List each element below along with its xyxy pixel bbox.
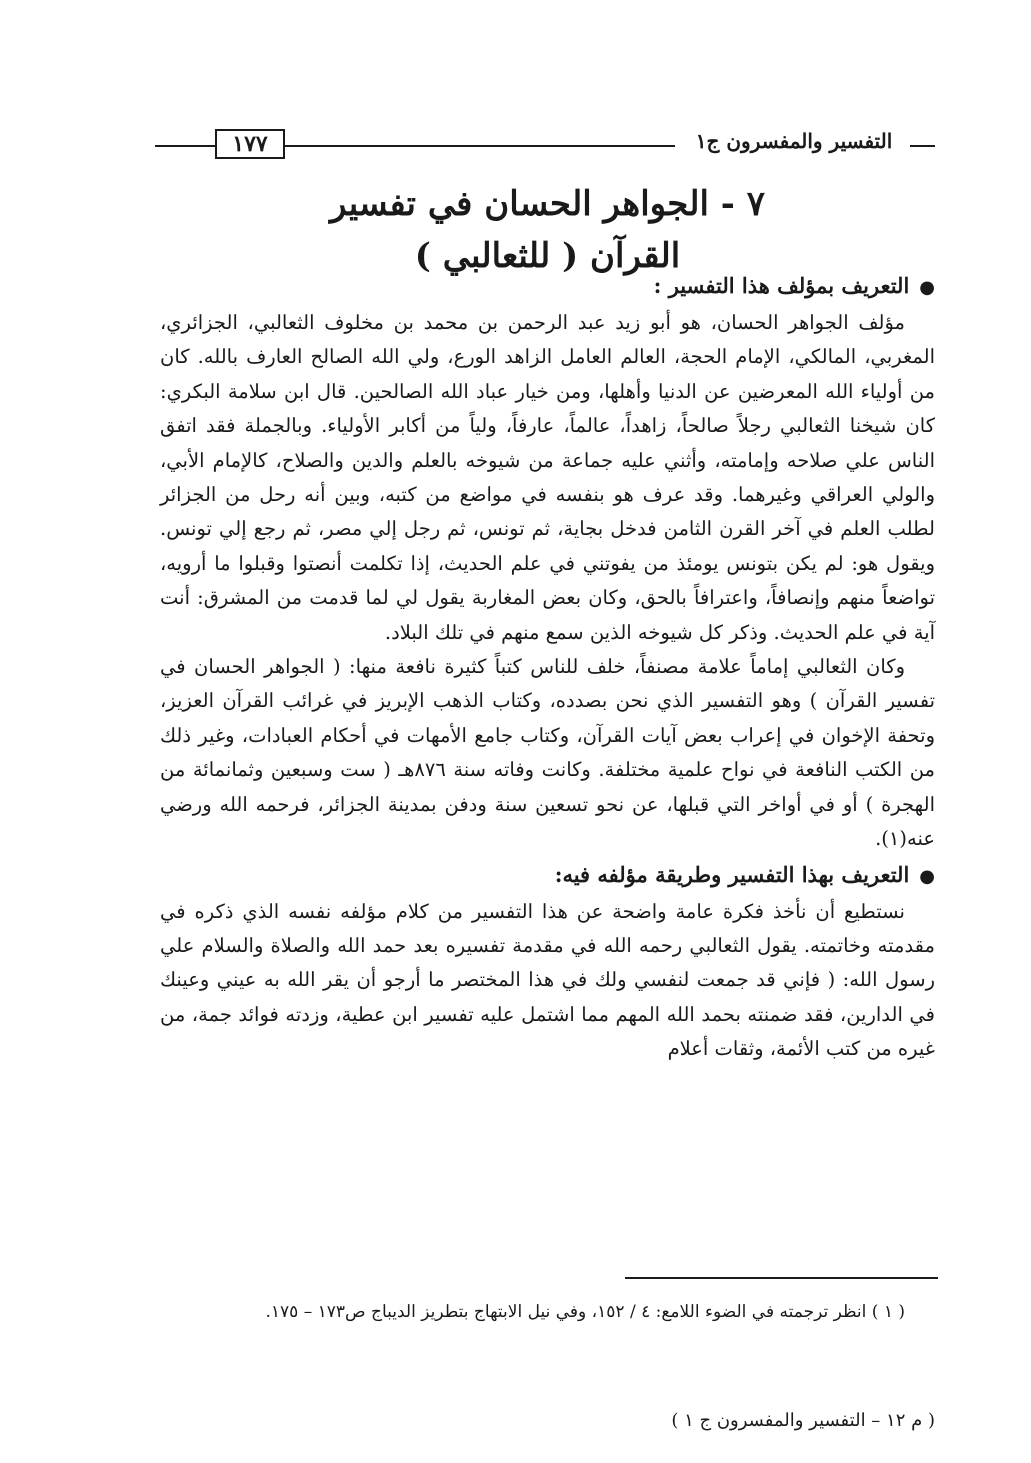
paragraph-author-works: وكان الثعالبي إماماً علامة مصنفاً، خلف للناس كتباً كثيرة نافعة منها: ( الجواهر الحسان في تفسير القرآن ) وهو التفسير الذي نحن بصدده، وكتاب الذهب الإبريز في غرائب القرآن العزيز، وتحفة الإخوان في إعراب بعض آيات القرآن، وكتاب جامع الأمهات في أحكام العبادات، وغير ذلك من الكتب النافعة في نواح علمية مختلفة. وكانت وفاته سنة ٨٧٦هـ ( ست وسبعين وثمانمائة من الهجرة ) أو في أواخر التي قبلها، عن نحو تسعين سنة ودفن بمدينة الجزائر، فرحمه الله ورضي عنه(١).	[160, 655, 935, 851]
header-rule-right	[910, 145, 935, 147]
bullet-icon: ●	[919, 865, 935, 887]
chapter-title-line-1: ٧ - الجواهر الحسان في تفسير	[329, 184, 766, 224]
footnote-text: ( ١ ) انظر ترجمته في الضوء اللامع: ٤ / ١٥٢، وفي نيل الابتهاج بتطريز الديباج ص١٧٣ – ١٧٥.	[265, 1302, 905, 1322]
header-rule-middle	[285, 145, 675, 147]
chapter-title-line-2: القرآن ( للثعالبي )	[414, 236, 681, 276]
paragraph-author-bio: مؤلف الجواهر الحسان، هو أبو زيد عبد الرحمن بن محمد بن مخلوف الثعالبي، الجزائري، المغربي، المالكي، الإمام الحجة، العالم العامل الزاهد الورع، ولي الله الصالح العارف بالله. كان من أولياء الله المعرضين عن الدنيا وأهلها، ومن خيار عباد الله الصالحين. قال ابن سلامة البكري: كان شيخنا الثعالبي رجلاً صالحاً، زاهداً، عالماً، عارفاً، ولياً من أكابر الأولياء. وبالجملة فقد اتفق الناس علي صلاحه وإمامته، وأثني عليه جماعة من شيوخه بالعلم والدين والصلاح، كالإمام الأبي، والولي العراقي وغيرهما. وقد عرف هو بنفسه في مواضع من كتبه، وبين أنه رحل من الجزائر لطلب العلم في آخر القرن الثامن فدخل بجاية، ثم تونس، ثم رجل إلي مصر، ثم رجع إلي تونس. ويقول هو: لم يكن بتونس يومئذ من يفوتني في علم الحديث، إذا تكلمت أنصتوا وقبلوا ما أرويه، تواضعاً منهم وإنصافاً، واعترافاً بالحق، وكان بعض المغاربة يقول لي لما قدمت من المشرق: أنت آية في علم الحديث. وذكر كل شيوخه الذين سمع منهم في تلك البلاد.	[160, 311, 935, 644]
main-text	[160, 268, 935, 1067]
running-header	[155, 125, 935, 165]
page-number: ١٧٧	[215, 129, 285, 159]
paragraph-method: نستطيع أن نأخذ فكرة عامة واضحة عن هذا التفسير من كلام مؤلفه نفسه الذي ذكره في مقدمته وخاتمته. يقول الثعالبي رحمه الله في مقدمة تفسيره بعد حمد الله والصلاة والسلام علي رسول الله: ( فإني قد جمعت لنفسي ولك في هذا المختصر ما أرجو أن يقر الله به عيني وعينك في الدارين، فقد ضمنته بحمد الله المهم مما اشتمل عليه تفسير ابن عطية، وزدته فوائد جمة، من غيره من كتب الأئمة، وثقات أعلام	[160, 899, 935, 1061]
footnote-separator	[625, 1277, 938, 1279]
section-heading-author	[160, 268, 935, 306]
bullet-icon: ●	[919, 277, 935, 298]
running-title: التفسير والمفسرون ج١	[695, 129, 893, 153]
section-heading-method	[160, 857, 935, 895]
chapter-title	[160, 178, 935, 282]
printer-signature: ( م ١٢ – التفسير والمفسرون ج ١ )	[671, 1410, 935, 1431]
header-rule-left	[155, 145, 215, 147]
section-heading-text: التعريف بهذا التفسير وطريقة مؤلفه فيه:	[554, 861, 910, 887]
footnote	[160, 1297, 935, 1327]
section-heading-text: التعريف بمؤلف هذا التفسير :	[653, 273, 910, 298]
